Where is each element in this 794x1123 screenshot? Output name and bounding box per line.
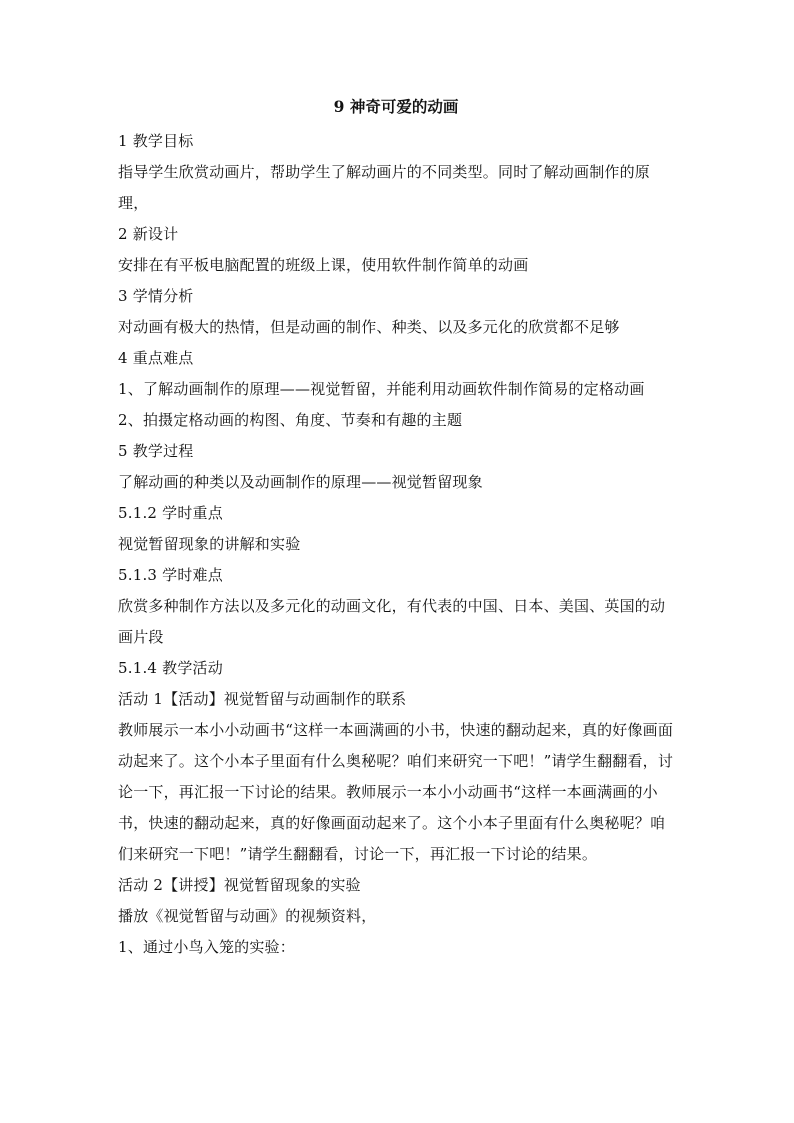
subsection-body-difficulty: 欣赏多种制作方法以及多元化的动画文化，有代表的中国、日本、美国、英国的动画片段 [118,597,666,646]
section-body-new-design: 安排在有平板电脑配置的班级上课，使用软件制作简单的动画 [118,256,529,274]
key-point-item: 1、了解动画制作的原理——视觉暂留，并能利用动画软件制作简易的定格动画 [118,380,645,398]
activity-item: 1、通过小鸟入笼的实验： [118,938,295,956]
activity-body: 教师展示一本小小动画书“这样一本画满画的小书，快速的翻动起来，真的好像画面动起来了。这个小本子里面有什么奥秘呢？咱们来研究一下吧！”请学生翻翻看，讨论一下，再汇报一下讨论的结果。教师展示一本小小动画书“这样一本画满画的小书，快速的翻动起来，真的好像画面动起来了。这个小本子里面有什么奥秘呢？咱们来研究一下吧！”请学生翻翻看，讨论一下，再汇报一下讨论的结果。 [118,721,674,863]
section-heading-teaching-process: 5 教学过程 [118,442,194,460]
document-page [118,92,674,963]
subsection-heading-difficulty: 5.1.3 学时难点 [118,566,223,584]
section-heading-teaching-goals: 1 教学目标 [118,132,194,150]
subsection-heading-activities: 5.1.4 教学活动 [118,659,223,677]
section-heading-new-design: 2 新设计 [118,225,179,243]
section-heading-student-analysis: 3 学情分析 [118,287,194,305]
section-heading-key-points: 4 重点难点 [118,349,194,367]
section-body-student-analysis: 对动画有极大的热情，但是动画的制作、种类、以及多元化的欣赏都不足够 [118,318,620,336]
section-body-teaching-goals: 指导学生欣赏动画片，帮助学生了解动画片的不同类型。同时了解动画制作的原理， [118,163,651,212]
subsection-heading-key-focus: 5.1.2 学时重点 [118,504,223,522]
activity-heading: 活动 1【活动】视觉暂留与动画制作的联系 [118,690,407,708]
activity-heading: 活动 2【讲授】视觉暂留现象的实验 [118,876,361,894]
section-body-teaching-process: 了解动画的种类以及动画制作的原理——视觉暂留现象 [118,473,483,491]
activity-body: 播放《视觉暂留与动画》的视频资料， [118,907,377,925]
key-point-item: 2、拍摄定格动画的构图、角度、节奏和有趣的主题 [118,411,463,429]
subsection-body-key-focus: 视觉暂留现象的讲解和实验 [118,535,301,553]
page-title: 9 神奇可爱的动画 [333,97,459,116]
